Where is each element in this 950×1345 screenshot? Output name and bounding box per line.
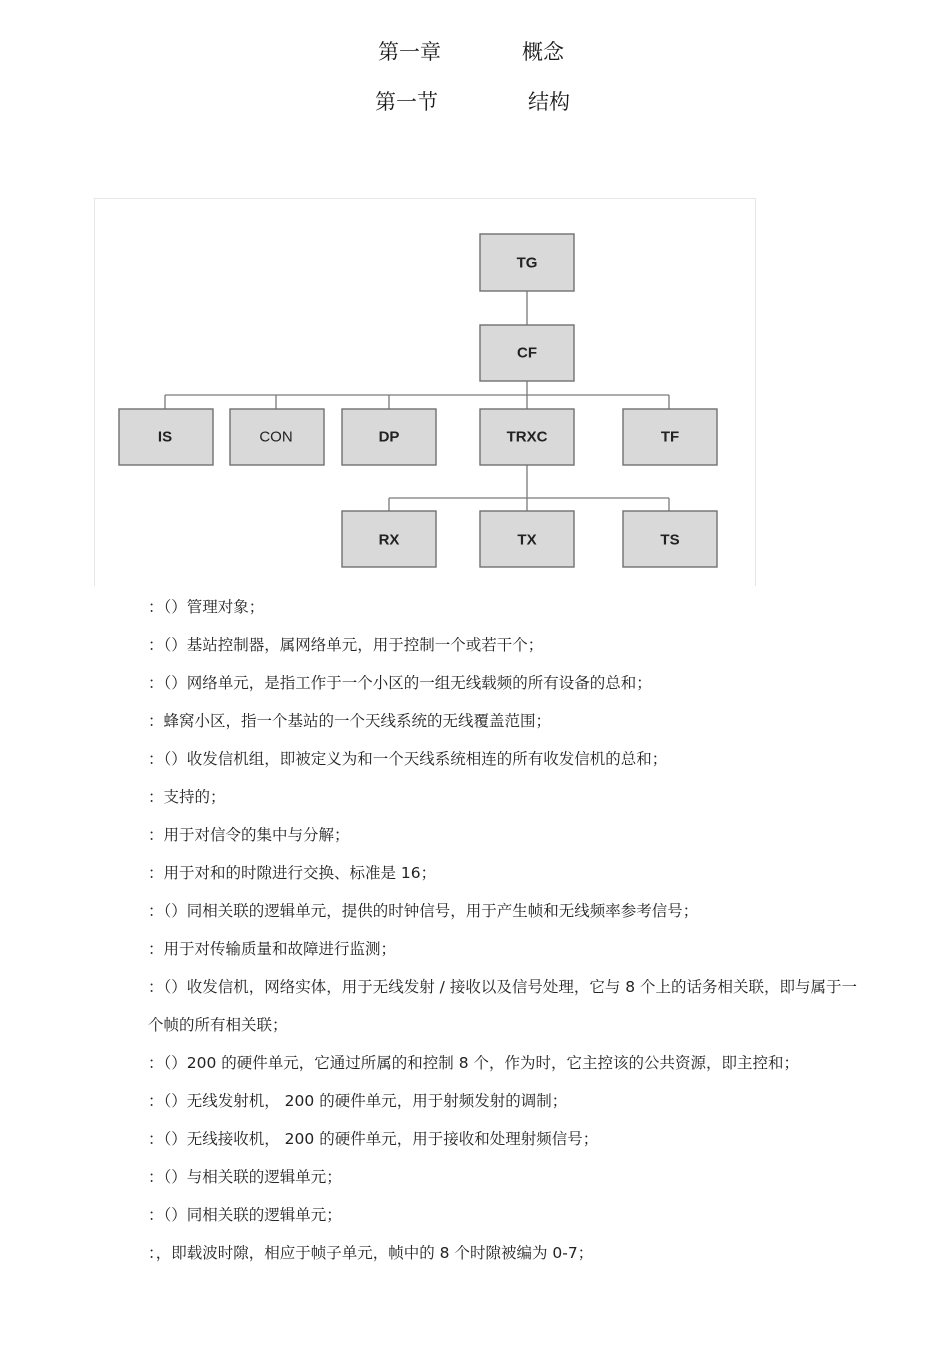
definition-item: ：（）收发信机组，即被定义为和一个天线系统相连的所有收发信机的总和；: [148, 750, 668, 768]
definition-item: ：（）同相关联的逻辑单元，提供的时钟信号，用于产生帧和无线频率参考信号；: [148, 902, 699, 920]
node-ts: [623, 511, 717, 567]
node-rx: [342, 511, 436, 567]
node-tf-label: TF: [660, 428, 680, 446]
node-is: [119, 409, 213, 465]
node-tx-label: TX: [517, 531, 537, 549]
definition-item: ：蜂窝小区，指一个基站的一个天线系统的无线覆盖范围；: [148, 712, 552, 730]
definition-item: ：（）同相关联的逻辑单元；: [148, 1206, 342, 1224]
definition-item: ：支持的；: [148, 788, 226, 806]
node-tg-label: TG: [516, 254, 538, 272]
node-trxc: [480, 409, 574, 465]
definition-item: ：（）管理对象；: [148, 598, 265, 616]
definition-list: [148, 588, 868, 1272]
section-name: 结构: [528, 90, 570, 114]
node-con: [230, 409, 324, 465]
section-number: 第一节: [375, 90, 438, 114]
hierarchy-svg: [95, 199, 757, 587]
definition-item: ：（）基站控制器，属网络单元，用于控制一个或若干个；: [148, 636, 544, 654]
node-tx: [480, 511, 574, 567]
chapter-name: 概念: [522, 40, 564, 64]
node-con-label: CON: [259, 428, 293, 446]
definition-item: ：（）无线接收机， 200 的硬件单元，用于接收和处理射频信号；: [148, 1130, 599, 1148]
definition-item: ：（）无线发射机， 200 的硬件单元，用于射频发射的调制；: [148, 1092, 568, 1110]
definition-item: ：，即载波时隙，相应于帧子单元，帧中的 8 个时隙被编为 0-7；: [148, 1244, 594, 1262]
hierarchy-diagram: [94, 198, 756, 586]
definition-item: ：（）收发信机，网络实体，用于无线发射 / 接收以及信号处理，它与 8 个上的话务相关联，即与属于一个帧的所有相关联；: [148, 978, 858, 1034]
node-dp-label: DP: [378, 428, 400, 446]
definition-item: ：用于对信令的集中与分解；: [148, 826, 350, 844]
node-cf-label: CF: [517, 344, 537, 362]
node-ts-label: TS: [660, 531, 680, 549]
node-rx-label: RX: [378, 531, 400, 549]
node-dp: [342, 409, 436, 465]
definition-item: ：（）网络单元，是指工作于一个小区的一组无线载频的所有设备的总和；: [148, 674, 652, 692]
definition-item: ：用于对传输质量和故障进行监测；: [148, 940, 397, 958]
node-cf: [480, 325, 574, 381]
node-tf: [623, 409, 717, 465]
definition-item: ：用于对和的时隙进行交换、标准是 16；: [148, 864, 437, 882]
chapter-number: 第一章: [378, 40, 441, 64]
definition-item: ：（）与相关联的逻辑单元；: [148, 1168, 342, 1186]
node-trxc-label: TRXC: [506, 428, 548, 446]
definition-item: ：（）200 的硬件单元，它通过所属的和控制 8 个，作为时，它主控该的公共资源，即主控和；: [148, 1054, 799, 1072]
node-tg: [480, 234, 574, 291]
node-is-label: IS: [157, 428, 173, 446]
